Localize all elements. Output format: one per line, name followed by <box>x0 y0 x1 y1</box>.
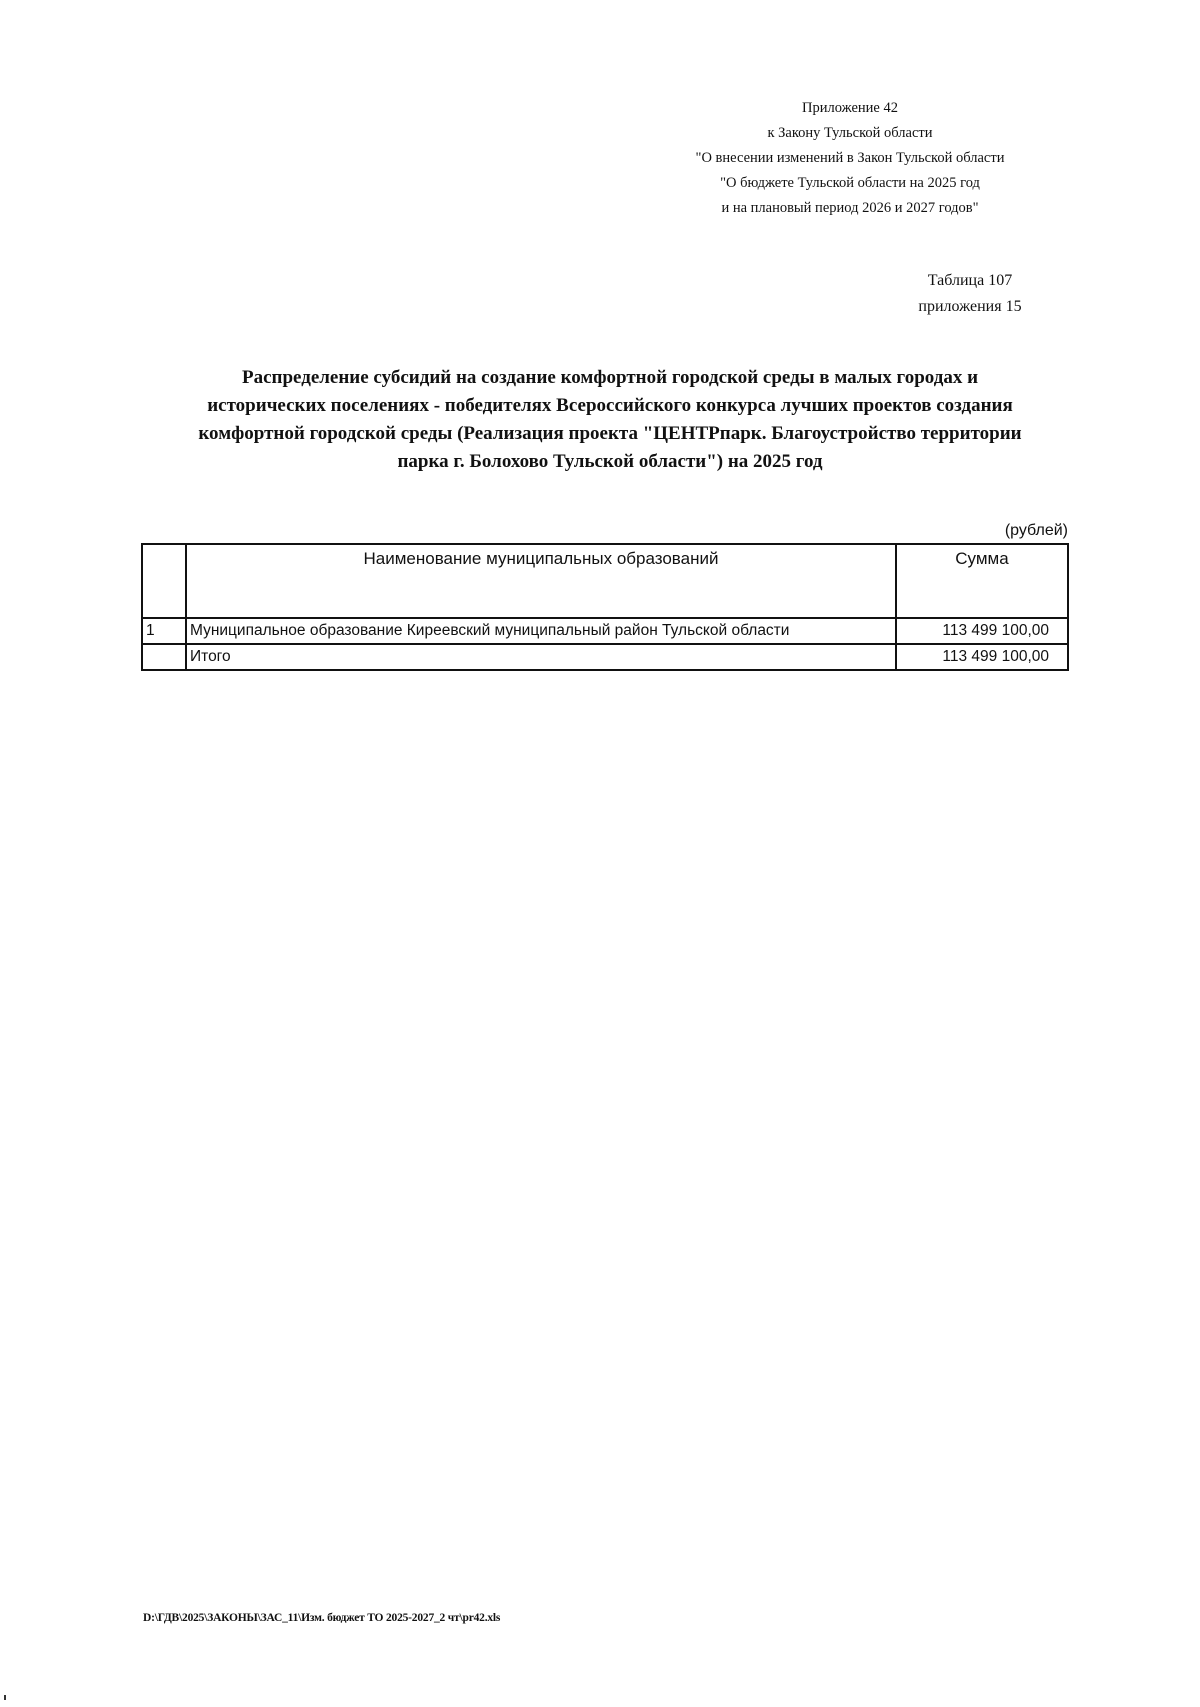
table-header-row <box>142 544 1068 618</box>
appendix-line: к Закону Тульской области <box>767 125 933 141</box>
title-line: парка г. Болохово Тульской области") на 2025 год <box>397 451 823 472</box>
document-title <box>120 364 1100 476</box>
table-number: Таблица 107 <box>927 272 1013 289</box>
header-name: Наименование муниципальных образований <box>186 544 896 618</box>
row-number: 1 <box>142 618 186 644</box>
subsidy-table <box>141 543 1069 671</box>
total-number-cell <box>142 644 186 670</box>
appendix-reference <box>640 96 1060 221</box>
row-amount: 113 499 100,00 <box>896 618 1068 644</box>
scan-mark <box>4 1695 6 1700</box>
table-total-row <box>142 644 1068 670</box>
total-label: Итого <box>186 644 896 670</box>
title-line: Распределение субсидий на создание комфортной городской среды в малых городах и <box>241 367 979 388</box>
header-number <box>142 544 186 618</box>
total-amount: 113 499 100,00 <box>896 644 1068 670</box>
table-reference <box>880 268 1060 320</box>
appendix-line: "О бюджете Тульской области на 2025 год <box>720 175 980 191</box>
appendix-number: приложения 15 <box>918 298 1022 315</box>
title-line: комфортной городской среды (Реализация проекта "ЦЕНТРпарк. Благоустройство территории <box>198 423 1022 444</box>
table-row <box>142 618 1068 644</box>
appendix-line: Приложение 42 <box>802 100 898 116</box>
row-name: Муниципальное образование Киреевский муниципальный район Тульской области <box>186 618 896 644</box>
appendix-line: "О внесении изменений в Закон Тульской области <box>695 150 1005 166</box>
units-label: (рублей) <box>1004 522 1068 539</box>
appendix-line: и на плановый период 2026 и 2027 годов" <box>721 200 979 216</box>
file-path-footer: D:\ГДВ\2025\ЗАКОНЫ\ЗАС_11\Изм. бюджет ТО 2025-2027_2 чт\pr42.xls <box>143 1612 501 1624</box>
header-amount: Сумма <box>896 544 1068 618</box>
title-line: исторических поселениях - победителях Всероссийского конкурса лучших проектов создания <box>207 395 1013 416</box>
